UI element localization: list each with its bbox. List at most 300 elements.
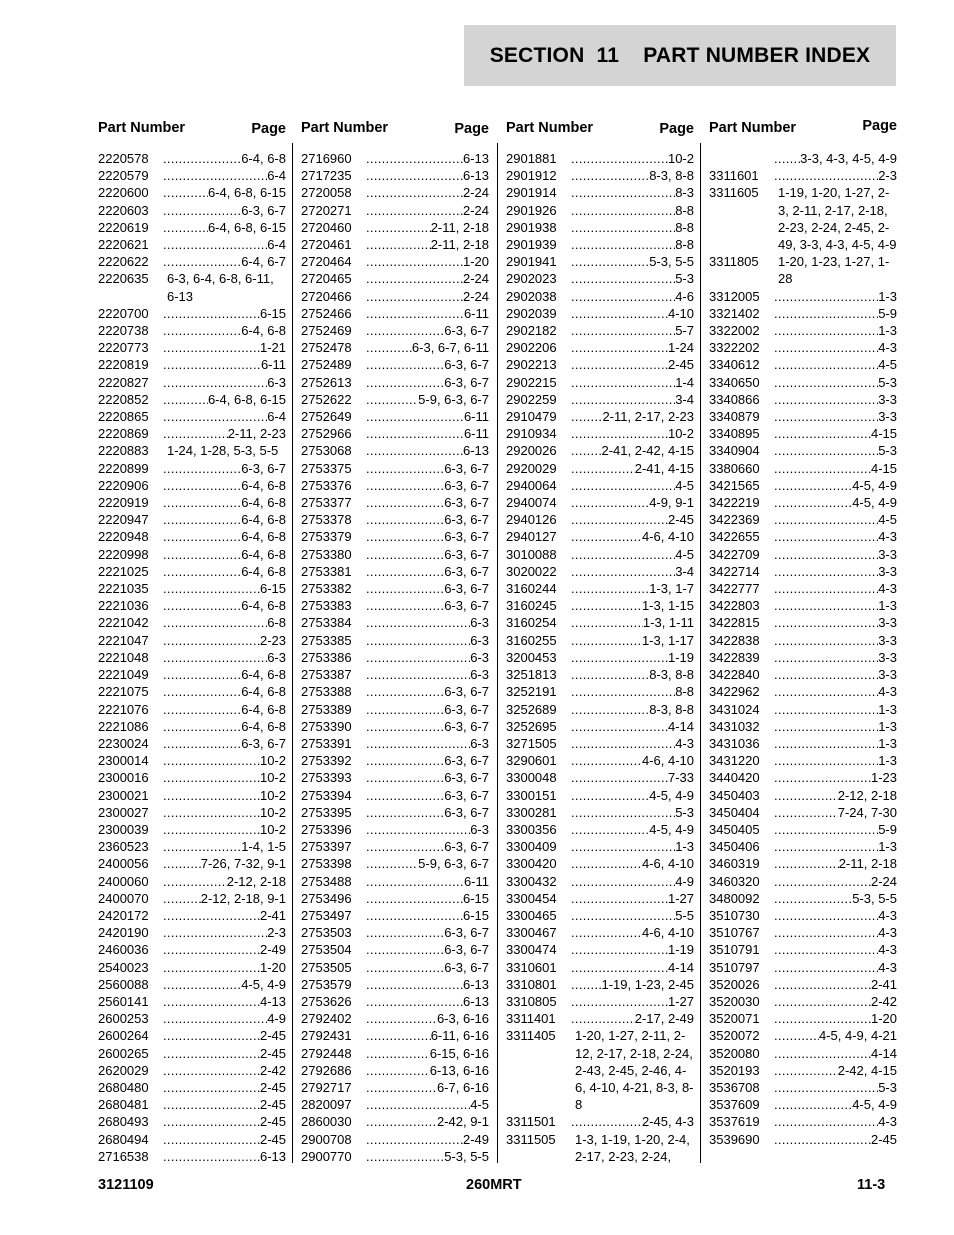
- part-number: 2753394: [301, 787, 352, 803]
- index-row: [301, 580, 489, 597]
- index-row: [301, 666, 489, 683]
- part-number: 3520030: [709, 993, 760, 1009]
- page-reference: [163, 941, 286, 958]
- page-reference-text: ..... 1-4, 1-5: [241, 839, 286, 855]
- part-number: 3510730: [709, 907, 760, 923]
- part-number: 2753382: [301, 581, 352, 597]
- page-reference-text: ..... 6-4: [267, 409, 286, 425]
- page-reference-text: ..... 1-3, 1-11: [642, 615, 694, 631]
- page-reference-text: ..... 6-3, 6-7: [444, 598, 489, 614]
- page-reference-text: 1-20, 1-23, 1-27, 1-28: [778, 254, 890, 287]
- page-reference: [163, 184, 286, 201]
- index-row: [301, 356, 489, 373]
- index-row: [506, 305, 694, 322]
- page-reference-text: ..... 4-5, 4-9: [649, 787, 694, 803]
- page-reference-text: ..... 4-5: [675, 477, 694, 493]
- index-row: [98, 1045, 286, 1062]
- index-row: [98, 546, 286, 563]
- page-reference-text: ..... 6-3, 6-7: [241, 202, 286, 218]
- page-reference-text: ..... 6-4: [267, 237, 286, 253]
- page-reference: [571, 649, 694, 666]
- page-reference: [774, 425, 897, 442]
- part-number: 2752613: [301, 374, 352, 390]
- part-number: 3310805: [506, 993, 557, 1009]
- page-reference-text: ..... 2-49: [462, 1131, 489, 1147]
- page-reference: [571, 202, 694, 219]
- page-reference: [571, 184, 694, 201]
- part-number: 2221086: [98, 718, 149, 734]
- page-reference-text: ..... 1-3: [878, 735, 897, 751]
- part-number: 3312005: [709, 288, 760, 304]
- page-reference-text: 1-24, 1-28, 5-3, 5-5: [167, 443, 279, 459]
- index-row: [98, 150, 286, 167]
- page-reference: [571, 477, 694, 494]
- index-row: [301, 442, 489, 459]
- index-row: [506, 1027, 694, 1113]
- part-number: 2600253: [98, 1011, 149, 1027]
- page-reference-text: ..... 6-4, 6-8: [241, 546, 286, 562]
- part-number: 2753496: [301, 890, 352, 906]
- page-reference: [366, 1148, 489, 1165]
- page-reference: [366, 511, 489, 528]
- part-number: 2220919: [98, 495, 149, 511]
- page-reference: [163, 270, 286, 304]
- index-row: [709, 1045, 897, 1062]
- page-header: Page: [659, 121, 694, 137]
- index-row: [98, 322, 286, 339]
- index-column-4: [709, 118, 897, 1148]
- index-row: [98, 460, 286, 477]
- page-reference-text: ..... 5-9: [878, 821, 897, 837]
- page-reference-text: ..... 6-4, 6-8: [241, 718, 286, 734]
- page-reference: [571, 546, 694, 563]
- footer-document-number: 3121109: [98, 1177, 154, 1193]
- page-reference-text: ..... 4-6, 4-10: [641, 529, 694, 545]
- part-number: 2753504: [301, 942, 352, 958]
- page-reference: [366, 460, 489, 477]
- page-reference: [163, 769, 286, 786]
- page-reference-text: ..... 1-27: [667, 993, 694, 1009]
- part-number: 2753396: [301, 821, 352, 837]
- index-row: [709, 993, 897, 1010]
- index-row: [506, 838, 694, 855]
- part-number: 2460036: [98, 942, 149, 958]
- page-reference-text: ..... 4-9, 9-1: [649, 495, 694, 511]
- page-reference-text: ..... 4-3: [878, 925, 897, 941]
- page-reference: [366, 184, 489, 201]
- page-reference: [366, 236, 489, 253]
- index-row: [98, 219, 286, 236]
- part-number: 3311401: [506, 1011, 556, 1027]
- part-number: 3010088: [506, 546, 557, 562]
- index-row: [301, 683, 489, 700]
- part-number: 3300454: [506, 890, 557, 906]
- part-number: 2220869: [98, 426, 149, 442]
- index-row: [506, 907, 694, 924]
- index-row: [506, 494, 694, 511]
- part-number: 2680481: [98, 1097, 149, 1113]
- page-reference-text: ..... 10-2: [259, 787, 286, 803]
- part-number: 2753383: [301, 598, 352, 614]
- index-row: [301, 408, 489, 425]
- part-number: 3510767: [709, 925, 760, 941]
- page-reference: [571, 907, 694, 924]
- index-row: [709, 718, 897, 735]
- column-header: [506, 118, 694, 150]
- page-reference-text: ..... 2-12, 2-18: [837, 787, 897, 803]
- page-reference: [774, 907, 897, 924]
- index-row: [301, 270, 489, 287]
- index-row: [506, 339, 694, 356]
- index-row: [709, 528, 897, 545]
- part-number: 3160254: [506, 615, 557, 631]
- index-row: [709, 477, 897, 494]
- footer-page-number: 11-3: [857, 1177, 886, 1193]
- index-row: [301, 1062, 489, 1079]
- index-row: [98, 924, 286, 941]
- index-row: [506, 391, 694, 408]
- page-reference-text: ..... 4-6, 4-10: [641, 925, 694, 941]
- page-reference-text: ..... 10-2: [259, 753, 286, 769]
- page-reference: [571, 769, 694, 786]
- part-number: 2400070: [98, 890, 149, 906]
- page-reference-text: ..... 2-24: [462, 202, 489, 218]
- page-reference-text: ..... 2-45: [259, 1097, 286, 1113]
- part-number: 3537619: [709, 1114, 760, 1130]
- index-row: [98, 253, 286, 270]
- page-reference-text: ..... 6-3, 6-7: [444, 374, 489, 390]
- part-number: 3422962: [709, 684, 760, 700]
- part-number: 3300474: [506, 942, 557, 958]
- index-row: [709, 339, 897, 356]
- part-number: 3422839: [709, 649, 760, 665]
- index-row: [301, 735, 489, 752]
- index-row: [506, 580, 694, 597]
- page-reference: [571, 288, 694, 305]
- index-row: [301, 322, 489, 339]
- index-row: [506, 752, 694, 769]
- page-reference: [366, 322, 489, 339]
- page-reference: [571, 219, 694, 236]
- page-reference-text: ..... 1-21: [259, 340, 286, 356]
- page-reference: [366, 632, 489, 649]
- page-reference-text: ..... 2-45: [667, 357, 694, 373]
- part-number: 3422655: [709, 529, 760, 545]
- part-number: 2753380: [301, 546, 352, 562]
- page-reference-text: ..... 6-4, 6-8: [241, 512, 286, 528]
- part-number: 2792448: [301, 1045, 352, 1061]
- page-reference: [163, 838, 286, 855]
- page-reference-text: ..... 2-17, 2-49: [634, 1011, 694, 1027]
- index-row: [98, 270, 286, 304]
- index-row: [709, 976, 897, 993]
- page-reference-text: ..... 8-8: [675, 237, 694, 253]
- index-row: [709, 374, 897, 391]
- part-number: 2220883: [98, 443, 149, 459]
- page-reference: [774, 632, 897, 649]
- index-row: [506, 632, 694, 649]
- part-number: 2753384: [301, 615, 352, 631]
- page-reference-text: ..... 4-3: [878, 340, 897, 356]
- page-reference-text: ..... 6-3: [470, 632, 489, 648]
- page-reference-text: ..... 6-3, 6-7: [444, 684, 489, 700]
- page-reference: [366, 959, 489, 976]
- page-reference: [366, 270, 489, 287]
- page-reference-text: ..... 6-4, 6-8, 6-15: [207, 391, 286, 407]
- page-reference: [571, 890, 694, 907]
- part-number: 2940074: [506, 495, 557, 511]
- index-row: [506, 270, 694, 287]
- page-reference: [366, 1027, 489, 1044]
- part-number: 3300432: [506, 873, 557, 889]
- page-reference-text: ..... 1-3: [878, 598, 897, 614]
- part-number: 2752649: [301, 409, 352, 425]
- page-reference: [774, 959, 897, 976]
- page-reference-text: ..... 1-24: [667, 340, 694, 356]
- page-reference-text: ..... 6-15: [462, 890, 489, 906]
- page-reference: [571, 855, 694, 872]
- page-reference-text: ..... 4-15: [870, 426, 897, 442]
- page-reference-text: ..... 10-2: [667, 151, 694, 166]
- index-row: [709, 253, 897, 287]
- page-reference-text: ..... 4-3: [878, 942, 897, 958]
- part-number: 2720466: [301, 288, 352, 304]
- index-row: [709, 959, 897, 976]
- part-number: 2752622: [301, 391, 352, 407]
- part-number: 2910479: [506, 409, 557, 425]
- index-row: [709, 442, 897, 459]
- part-number: 3440420: [709, 770, 760, 786]
- part-number: 2860030: [301, 1114, 352, 1130]
- page-reference: [163, 528, 286, 545]
- part-number: 2220579: [98, 168, 149, 184]
- page-reference: [571, 666, 694, 683]
- page-reference: [366, 356, 489, 373]
- page-reference: [163, 339, 286, 356]
- index-row: [709, 511, 897, 528]
- page-reference: [163, 580, 286, 597]
- page-reference-text: ..... 6-4, 6-8: [241, 684, 286, 700]
- page-reference: [774, 804, 897, 821]
- part-number: 2753505: [301, 959, 352, 975]
- page-reference: [366, 167, 489, 184]
- page-reference-text: ..... 6-15: [259, 581, 286, 597]
- page-reference: [774, 614, 897, 631]
- part-number: 2720271: [301, 202, 352, 218]
- index-row: [301, 288, 489, 305]
- page-reference-text: ..... 5-9: [878, 305, 897, 321]
- page-reference: [571, 838, 694, 855]
- part-number: 3311505: [506, 1131, 556, 1147]
- page-reference: [571, 718, 694, 735]
- page-reference-text: ..... 5-9, 6-3, 6-7: [418, 391, 489, 407]
- page-reference: [774, 442, 897, 459]
- page-reference-text: ..... 4-9: [267, 1011, 286, 1027]
- page-reference: [366, 253, 489, 270]
- page-reference: [366, 804, 489, 821]
- column-divider: [497, 143, 498, 1163]
- index-row: [709, 855, 897, 872]
- index-row: [709, 632, 897, 649]
- index-row: [301, 511, 489, 528]
- page-reference: [774, 563, 897, 580]
- section-header-box: [464, 25, 896, 86]
- index-row: [98, 374, 286, 391]
- index-row: [506, 855, 694, 872]
- page-reference-text: ..... 1-19: [667, 649, 694, 665]
- part-number: 2940126: [506, 512, 557, 528]
- index-row: [98, 666, 286, 683]
- part-number: 2221042: [98, 615, 149, 631]
- part-number: 2716960: [301, 151, 352, 166]
- index-row: [709, 1079, 897, 1096]
- page-reference: [774, 391, 897, 408]
- index-row: [709, 391, 897, 408]
- index-row: [506, 924, 694, 941]
- page-reference-text: ..... 6-13: [462, 151, 489, 166]
- part-number: 2753381: [301, 563, 352, 579]
- index-row: [709, 425, 897, 442]
- page-reference-text: ..... 6-3: [470, 735, 489, 751]
- page-reference: [571, 425, 694, 442]
- page-reference-text: ..... 8-3, 8-8: [649, 701, 694, 717]
- page-reference-text: ..... 6-3, 6-16: [436, 1011, 489, 1027]
- page-reference-text: ..... 6-3, 6-7: [241, 735, 286, 751]
- page-reference-text: ..... 4-3: [878, 907, 897, 923]
- page-reference: [366, 1131, 489, 1148]
- page-reference-text: ..... 5-3: [675, 804, 694, 820]
- part-number: 3311405: [506, 1028, 556, 1044]
- page-reference: [366, 838, 489, 855]
- page-reference-text: ..... 1-3: [878, 701, 897, 717]
- page-reference-text: ..... 8-3: [675, 185, 694, 201]
- page-reference-text: ..... 2-24: [462, 271, 489, 287]
- index-row: [506, 701, 694, 718]
- page-reference-text: ..... 6-3, 6-7: [444, 495, 489, 511]
- page-reference: [366, 890, 489, 907]
- page-reference: [366, 855, 489, 872]
- page-reference-text: ..... 1-3: [878, 753, 897, 769]
- page-reference: [163, 236, 286, 253]
- part-number: 2600264: [98, 1028, 149, 1044]
- part-number-header: Part Number: [709, 120, 797, 136]
- page-header: Page: [454, 121, 489, 137]
- page-reference: [366, 150, 489, 167]
- page-reference: [163, 511, 286, 528]
- index-row: [98, 787, 286, 804]
- index-row: [301, 890, 489, 907]
- page-reference-text: ..... 8-8: [675, 219, 694, 235]
- part-number: 2220906: [98, 477, 149, 493]
- page-reference-text: ..... 6-3, 6-7: [444, 959, 489, 975]
- page-reference: [163, 150, 286, 167]
- part-number: 2560088: [98, 976, 149, 992]
- part-number: 2753397: [301, 839, 352, 855]
- part-number: 2902023: [506, 271, 557, 287]
- part-number: 3520080: [709, 1045, 760, 1061]
- page-reference: [366, 425, 489, 442]
- index-row: [709, 597, 897, 614]
- part-number: 2920026: [506, 443, 557, 459]
- part-number: 3480092: [709, 890, 760, 906]
- page-reference-text: ..... 4-5, 4-9: [852, 477, 897, 493]
- page-reference: [774, 528, 897, 545]
- part-number: 2753398: [301, 856, 352, 872]
- page-reference: [163, 683, 286, 700]
- index-row: [98, 804, 286, 821]
- page-reference-text: ..... 2-45: [259, 1131, 286, 1147]
- page-reference: [774, 167, 897, 184]
- index-row: [98, 701, 286, 718]
- part-number: 3520072: [709, 1028, 760, 1044]
- index-row: [98, 167, 286, 184]
- index-row: [506, 649, 694, 666]
- index-row: [98, 563, 286, 580]
- page-reference-text: ..... 1-20: [462, 254, 489, 270]
- page-reference: [774, 305, 897, 322]
- page-reference-text: ..... 4-3: [675, 735, 694, 751]
- page-reference: [774, 477, 897, 494]
- index-row: [301, 632, 489, 649]
- page-reference-text: ..... 8-3, 8-8: [649, 667, 694, 683]
- index-row: [98, 184, 286, 201]
- page-reference: [163, 855, 286, 872]
- page-reference-text: ..... 2-41: [870, 976, 897, 992]
- index-row: [98, 752, 286, 769]
- index-column-2: [301, 118, 489, 1165]
- page-reference-text: ..... 8-8: [675, 202, 694, 218]
- part-number: 2220600: [98, 185, 149, 201]
- page-reference: [163, 322, 286, 339]
- page-reference: [163, 356, 286, 373]
- part-number: 3322202: [709, 340, 760, 356]
- column-divider: [292, 143, 293, 1163]
- index-row: [709, 460, 897, 477]
- part-number: 2300016: [98, 770, 149, 786]
- part-number: 2792686: [301, 1062, 352, 1078]
- index-row: [98, 718, 286, 735]
- page-reference: [163, 907, 286, 924]
- page-reference-text: ..... 6-4, 6-8: [241, 151, 286, 166]
- part-number: 3322002: [709, 323, 760, 339]
- page-reference: [571, 1131, 694, 1165]
- page-reference: [571, 339, 694, 356]
- page-reference-text: ..... 6-3: [470, 821, 489, 837]
- footer-model: 260MRT: [466, 1177, 522, 1193]
- part-number: 3310601: [506, 959, 557, 975]
- page-reference: [163, 546, 286, 563]
- page-reference-text: ..... 1-23: [870, 770, 897, 786]
- page-reference-text: ..... 6-4, 6-8: [241, 495, 286, 511]
- page-reference-text: ..... 2-45, 4-3: [641, 1114, 694, 1130]
- index-row: [506, 442, 694, 459]
- index-row: [709, 288, 897, 305]
- index-row: [98, 649, 286, 666]
- index-row: [301, 305, 489, 322]
- index-row: [506, 511, 694, 528]
- page-reference: [163, 202, 286, 219]
- index-row: [98, 528, 286, 545]
- page-reference-text: ..... 6-3, 6-7: [444, 529, 489, 545]
- index-row: [301, 701, 489, 718]
- index-row: [709, 546, 897, 563]
- part-number: 2901938: [506, 219, 557, 235]
- part-number: 2220819: [98, 357, 149, 373]
- part-number: 3422777: [709, 581, 760, 597]
- part-number: 2901881: [506, 151, 557, 166]
- part-number: 2221075: [98, 684, 149, 700]
- part-number: 2717235: [301, 168, 352, 184]
